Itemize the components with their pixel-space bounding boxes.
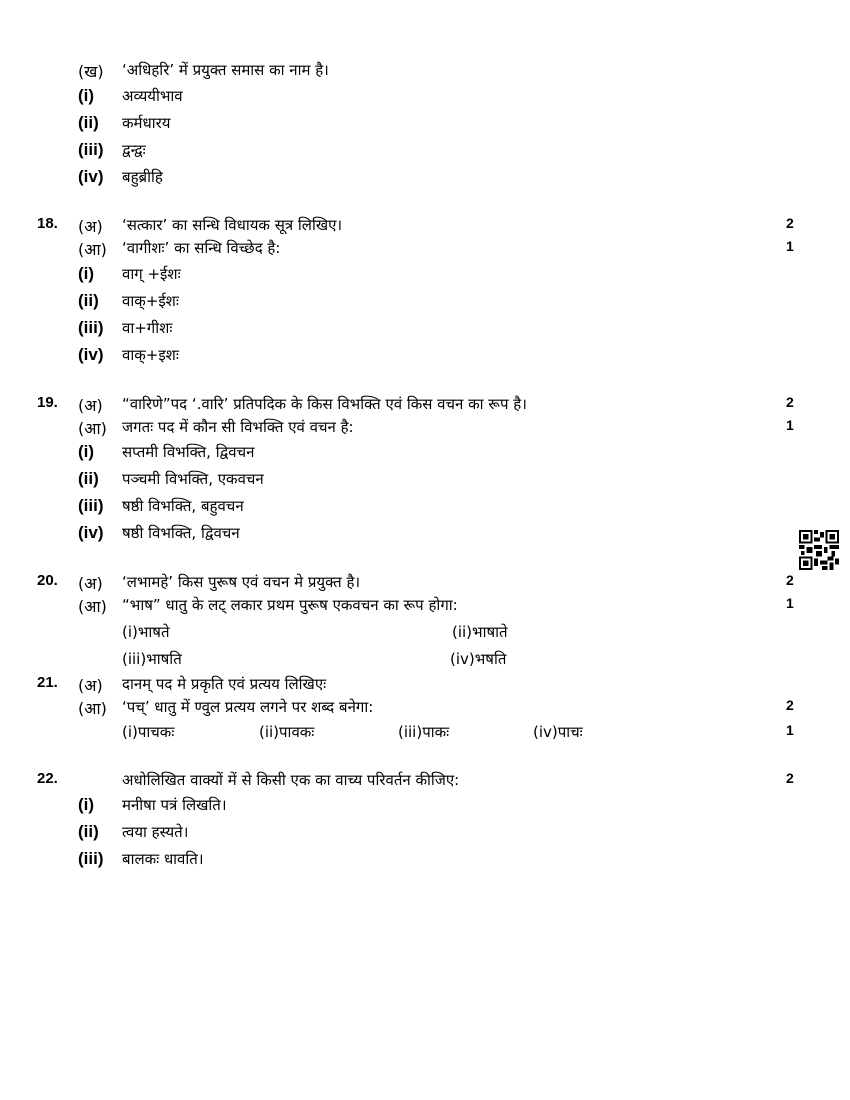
option-text: त्वया हस्यते।	[122, 823, 189, 841]
marks: 1	[786, 722, 794, 738]
q20a-label: (अ)	[78, 574, 103, 593]
q21a-text: दानम् पद मे प्रकृति एवं प्रत्यय लिखिएः	[122, 675, 327, 693]
q19aa-text: जगतः पद में कौन सी विभक्ति एवं वचन है:	[122, 418, 354, 436]
question-number: 20.	[37, 572, 58, 589]
q18aa-text: ‘वागीशः’ का सन्धि विच्छेद है:	[122, 239, 281, 257]
option-text: वाक्+इशः	[122, 346, 179, 364]
option-text: (ii)पावकः	[259, 723, 315, 741]
option-text: (iii)पाकः	[398, 723, 450, 741]
option-label: (i)	[78, 442, 95, 461]
q19aa-label: (आ)	[78, 419, 107, 438]
option-label: (iii)	[78, 496, 104, 515]
q17b-label: (ख)	[78, 62, 104, 81]
q17b-text: ‘अधिहरि’ में प्रयुक्त समास का नाम है।	[122, 61, 329, 79]
marks: 1	[786, 417, 794, 433]
q20aa-text: “भाष” धातु के लट् लकार प्रथम पुरूष एकवचन का रूप होगा:	[122, 596, 458, 614]
option-text: (iv)पाचः	[533, 723, 583, 741]
option-text: कर्मधारय	[122, 114, 171, 132]
option-label: (i)	[78, 264, 95, 283]
option-text: वाक्+ईशः	[122, 292, 179, 310]
q21a-label: (अ)	[78, 676, 103, 695]
option-label: (iii)	[78, 318, 104, 337]
option-label: (i)	[78, 795, 95, 814]
marks: 1	[786, 238, 794, 254]
option-text: अव्ययीभाव	[122, 87, 183, 105]
marks: 1	[786, 595, 794, 611]
marks: 2	[786, 572, 794, 588]
q22-text: अधोलिखित वाक्यों में से किसी एक का वाच्य परिवर्तन कीजिए:	[122, 771, 460, 789]
qr-code-icon	[799, 530, 839, 570]
q18aa-label: (आ)	[78, 240, 107, 259]
marks: 2	[786, 394, 794, 410]
option-label: (iv)	[78, 345, 104, 364]
question-number: 19.	[37, 394, 58, 411]
q19a-text: “वारिणे”पद ‘.वारि’ प्रतिपदिक के किस विभक्ति एवं किस वचन का रूप है।	[122, 395, 527, 413]
option-label: (ii)	[78, 113, 99, 132]
q21aa-label: (आ)	[78, 699, 107, 718]
question-number: 22.	[37, 770, 58, 787]
option-text: द्वन्द्वः	[122, 141, 146, 159]
q20aa-label: (आ)	[78, 597, 107, 616]
option-text: मनीषा पत्रं लिखति।	[122, 796, 227, 814]
option-label: (i)	[78, 86, 95, 105]
option-text: (iii)भाषति	[122, 650, 182, 668]
marks: 2	[786, 770, 794, 786]
option-text: सप्तमी विभक्ति, द्विवचन	[122, 443, 255, 461]
option-label: (iii)	[78, 849, 104, 868]
option-text: (ii)भाषाते	[452, 623, 508, 641]
option-label: (iv)	[78, 523, 104, 542]
marks: 2	[786, 215, 794, 231]
q18a-text: ‘सत्कार’ का सन्धि विधायक सूत्र लिखिए।	[122, 216, 343, 234]
option-text: पञ्चमी विभक्ति, एकवचन	[122, 470, 264, 488]
option-text: वा+गीशः	[122, 319, 173, 337]
q19a-label: (अ)	[78, 396, 103, 415]
option-text: (i)भाषते	[122, 623, 170, 641]
option-text: (i)पाचकः	[122, 723, 175, 741]
option-label: (iii)	[78, 140, 104, 159]
option-text: बहुब्रीहि	[122, 168, 163, 186]
option-label: (ii)	[78, 469, 99, 488]
option-text: (iv)भषति	[450, 650, 507, 668]
question-number: 18.	[37, 215, 58, 232]
option-label: (ii)	[78, 822, 99, 841]
option-text: बालकः धावति।	[122, 850, 204, 868]
option-text: वाग् +ईशः	[122, 265, 181, 283]
option-text: षष्ठी विभक्ति, बहुवचन	[122, 497, 244, 515]
option-text: षष्ठी विभक्ति, द्विवचन	[122, 524, 240, 542]
q21aa-text: ‘पच्’ धातु में ण्वुल प्रत्यय लगने पर शब्द बनेगा:	[122, 698, 374, 716]
marks: 2	[786, 697, 794, 713]
q18a-label: (अ)	[78, 217, 103, 236]
option-label: (ii)	[78, 291, 99, 310]
question-number: 21.	[37, 674, 58, 691]
q20a-text: ‘लभामहे’ किस पुरूष एवं वचन मे प्रयुक्त है।	[122, 573, 361, 591]
option-label: (iv)	[78, 167, 104, 186]
